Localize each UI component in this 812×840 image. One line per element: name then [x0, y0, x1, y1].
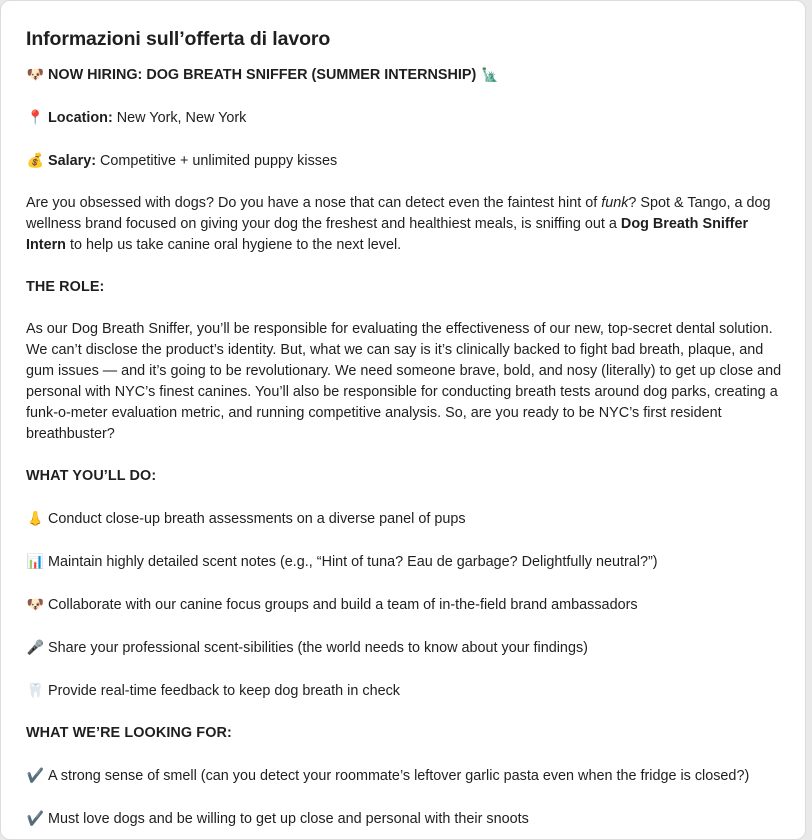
location-label: Location: [48, 110, 113, 126]
list-item-text: Must love dogs and be willing to get up close and personal with their snoots [48, 811, 529, 827]
statue-of-liberty-icon: 🗽 [481, 66, 499, 82]
nose-icon: 👃 [26, 510, 45, 526]
do-heading: WHAT YOU’LL DO: [26, 468, 157, 484]
list-item-text: Maintain highly detailed scent notes (e.g., “Hint of tuna? Eau de garbage? Delightfully neutral?”) [48, 554, 658, 570]
intro-funk: funk [601, 195, 629, 211]
dog-face-icon: 🐶 [26, 66, 45, 82]
microphone-icon: 🎤 [26, 639, 45, 655]
job-description [26, 25, 786, 840]
list-item [26, 765, 786, 787]
salary-label: Salary: [48, 153, 96, 169]
page-title: Informazioni sull’offerta di lavoro [26, 28, 331, 50]
location-value: New York, New York [116, 110, 247, 126]
list-item [26, 551, 786, 573]
bar-chart-icon: 📊 [26, 553, 45, 569]
list-item [26, 508, 786, 530]
salary-line [26, 150, 786, 172]
list-item-text: Provide real-time feedback to keep dog breath in check [48, 683, 400, 699]
looking-list [26, 765, 786, 830]
list-item-text: Collaborate with our canine focus groups and build a team of in-the-field brand ambassadors [48, 597, 638, 613]
list-item [26, 637, 786, 659]
salary-value: Competitive + unlimited puppy kisses [100, 153, 338, 169]
check-mark-icon: ✔️ [26, 767, 45, 783]
scrollbar-track[interactable] [806, 0, 812, 833]
intro-paragraph [26, 193, 786, 256]
tooth-icon: 🦷 [26, 682, 45, 698]
money-bag-icon: 💰 [26, 152, 45, 168]
list-item [26, 594, 786, 616]
list-item [26, 680, 786, 702]
intro-text-3: to help us take canine oral hygiene to the next level. [65, 237, 402, 253]
intro-role-title: Dog Breath Sniffer Intern [26, 216, 749, 253]
looking-heading: WHAT WE’RE LOOKING FOR: [26, 725, 232, 741]
list-item-text: A strong sense of smell (can you detect your roommate’s leftover garlic pasta even when the fridge is closed?) [48, 768, 750, 784]
role-heading: THE ROLE: [26, 279, 105, 295]
dog-face-icon: 🐶 [26, 596, 45, 612]
check-mark-icon: ✔️ [26, 810, 45, 826]
intro-text-1: Are you obsessed with dogs? Do you have a nose that can detect even the faintest hint of [26, 195, 602, 211]
list-item-text: Share your professional scent-sibilities (the world needs to know about your findings) [48, 640, 588, 656]
role-paragraph: As our Dog Breath Sniffer, you’ll be responsible for evaluating the effectiveness of our new, top-secret dental solution. We can’t disclose the product’s identity. But, what we can say is it’s clinically backed to fight bad breath, plaque, and gum issues — and it’s going to be revolutionary. We need someone brave, bold, and nosy (literally) to get up close and personal with NYC’s finest canines. You’ll also be responsible for conducting breath tests around dog parks, creating a funk-o-meter evaluation metric, and running competitive analysis. So, are you ready to be NYC’s first resident breathbuster? [26, 321, 782, 442]
job-headline [26, 64, 786, 86]
do-list [26, 508, 786, 702]
location-pin-icon: 📍 [26, 109, 45, 125]
headline-text: NOW HIRING: DOG BREATH SNIFFER (SUMMER INTERNSHIP) [48, 67, 477, 83]
location-line [26, 107, 786, 129]
intro-text-2: ? Spot & Tango, a dog wellness brand focused on giving your dog the freshest and healthiest meals, is sniffing out a [26, 195, 771, 232]
list-item [26, 808, 786, 830]
list-item-text: Conduct close-up breath assessments on a diverse panel of pups [48, 511, 466, 527]
